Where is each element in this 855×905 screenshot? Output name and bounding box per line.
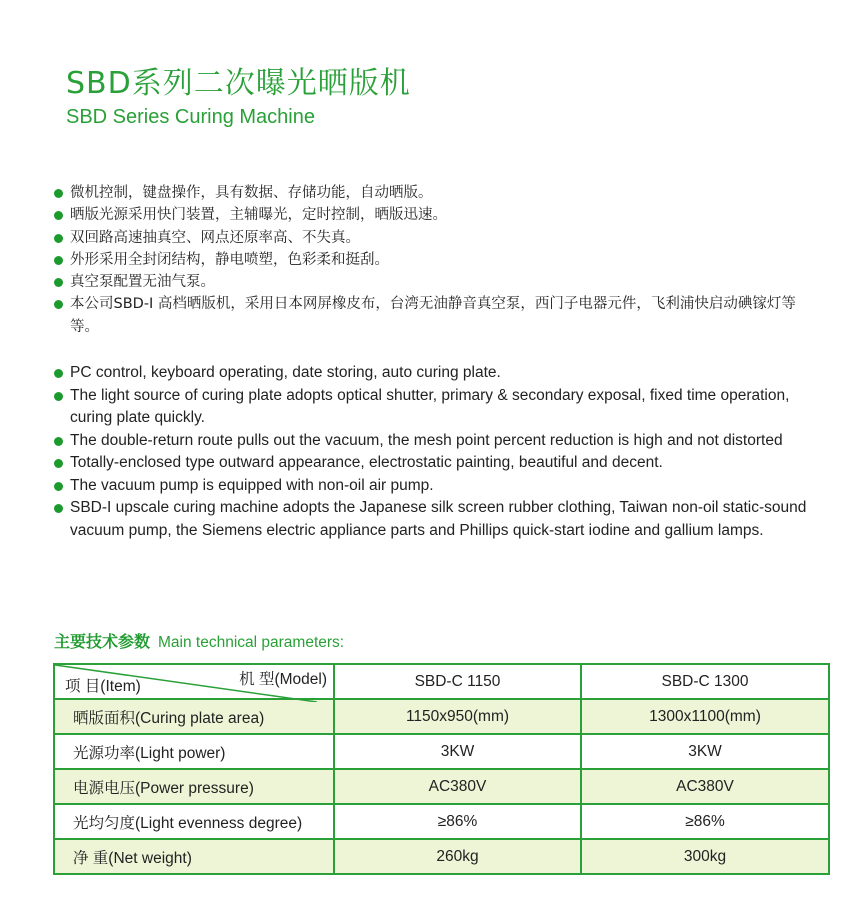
params-heading-cn: 主要技术参数 — [54, 632, 151, 651]
row-value-1: 3KW — [334, 734, 581, 769]
row-value-2: 1300x1100(mm) — [581, 699, 829, 734]
list-item: The vacuum pump is equipped with non-oil air pump. — [54, 475, 824, 498]
bullet-icon — [54, 369, 63, 378]
table-header-row — [54, 664, 829, 699]
bullet-icon — [54, 482, 63, 491]
header-model-label: 机 型(Model) — [239, 671, 327, 688]
bullet-icon — [54, 504, 63, 513]
bullet-icon — [54, 392, 63, 401]
bullet-icon — [54, 211, 63, 220]
bullet-icon — [54, 278, 63, 287]
list-item: Totally-enclosed type outward appearance, electrostatic painting, beautiful and decent. — [54, 452, 824, 475]
table-row — [54, 699, 829, 734]
row-value-2: 300kg — [581, 839, 829, 874]
bullet-icon — [54, 234, 63, 243]
row-label: 光源功率(Light power) — [54, 734, 334, 769]
row-label: 净 重(Net weight) — [54, 839, 334, 874]
list-item: 真空泵配置无油气泵。 — [54, 271, 824, 293]
row-value-1: ≥86% — [334, 804, 581, 839]
list-item: 微机控制，键盘操作，具有数据、存储功能，自动晒版。 — [54, 182, 824, 204]
row-value-1: 260kg — [334, 839, 581, 874]
row-label: 晒版面积(Curing plate area) — [54, 699, 334, 734]
list-item: 双回路高速抽真空、网点还原率高、不失真。 — [54, 227, 824, 249]
params-heading — [54, 629, 344, 652]
params-table — [53, 663, 830, 875]
model-header-1: SBD-C 1150 — [334, 664, 581, 699]
table-row — [54, 839, 829, 874]
model-header-2: SBD-C 1300 — [581, 664, 829, 699]
bullet-icon — [54, 256, 63, 265]
bullet-icon — [54, 437, 63, 446]
row-value-2: 3KW — [581, 734, 829, 769]
header-item-label: 项 目(Item) — [65, 678, 141, 695]
bullet-icon — [54, 300, 63, 309]
features-en-list — [54, 362, 824, 542]
row-label: 光均匀度(Light evenness degree) — [54, 804, 334, 839]
features-cn-list — [54, 182, 824, 338]
params-heading-en: Main technical parameters: — [158, 634, 345, 651]
list-item: The double-return route pulls out the vacuum, the mesh point percent reduction is high and not distorted — [54, 430, 824, 453]
list-item: The light source of curing plate adopts optical shutter, primary & secondary exposal, fixed time operation, curing plate quickly. — [54, 385, 824, 430]
row-label: 电源电压(Power pressure) — [54, 769, 334, 804]
list-item: 晒版光源采用快门装置，主辅曝光，定时控制，晒版迅速。 — [54, 204, 824, 226]
list-item: SBD-I upscale curing machine adopts the Japanese silk screen rubber clothing, Taiwan non-oil static-sound vacuum pump, the Siemens electric appliance parts and Phillips quick-start iodine and gallium lamps. — [54, 497, 824, 542]
row-value-2: AC380V — [581, 769, 829, 804]
row-value-1: AC380V — [334, 769, 581, 804]
table-row — [54, 769, 829, 804]
list-item: PC control, keyboard operating, date storing, auto curing plate. — [54, 362, 824, 385]
bullet-icon — [54, 189, 63, 198]
row-value-1: 1150x950(mm) — [334, 699, 581, 734]
page-title-en: SBD Series Curing Machine — [66, 106, 315, 128]
page-title-cn: SBD系列二次曝光晒版机 — [66, 66, 411, 101]
header-diagonal-cell — [54, 664, 334, 699]
bullet-icon — [54, 459, 63, 468]
row-value-2: ≥86% — [581, 804, 829, 839]
table-row — [54, 804, 829, 839]
table-row — [54, 734, 829, 769]
list-item: 外形采用全封闭结构，静电喷塑，色彩柔和挺刮。 — [54, 249, 824, 271]
list-item: 本公司SBD-I 高档晒版机，采用日本网屏橡皮布，台湾无油静音真空泵，西门子电器元件，飞利浦快启动碘镓灯等等。 — [54, 293, 824, 338]
